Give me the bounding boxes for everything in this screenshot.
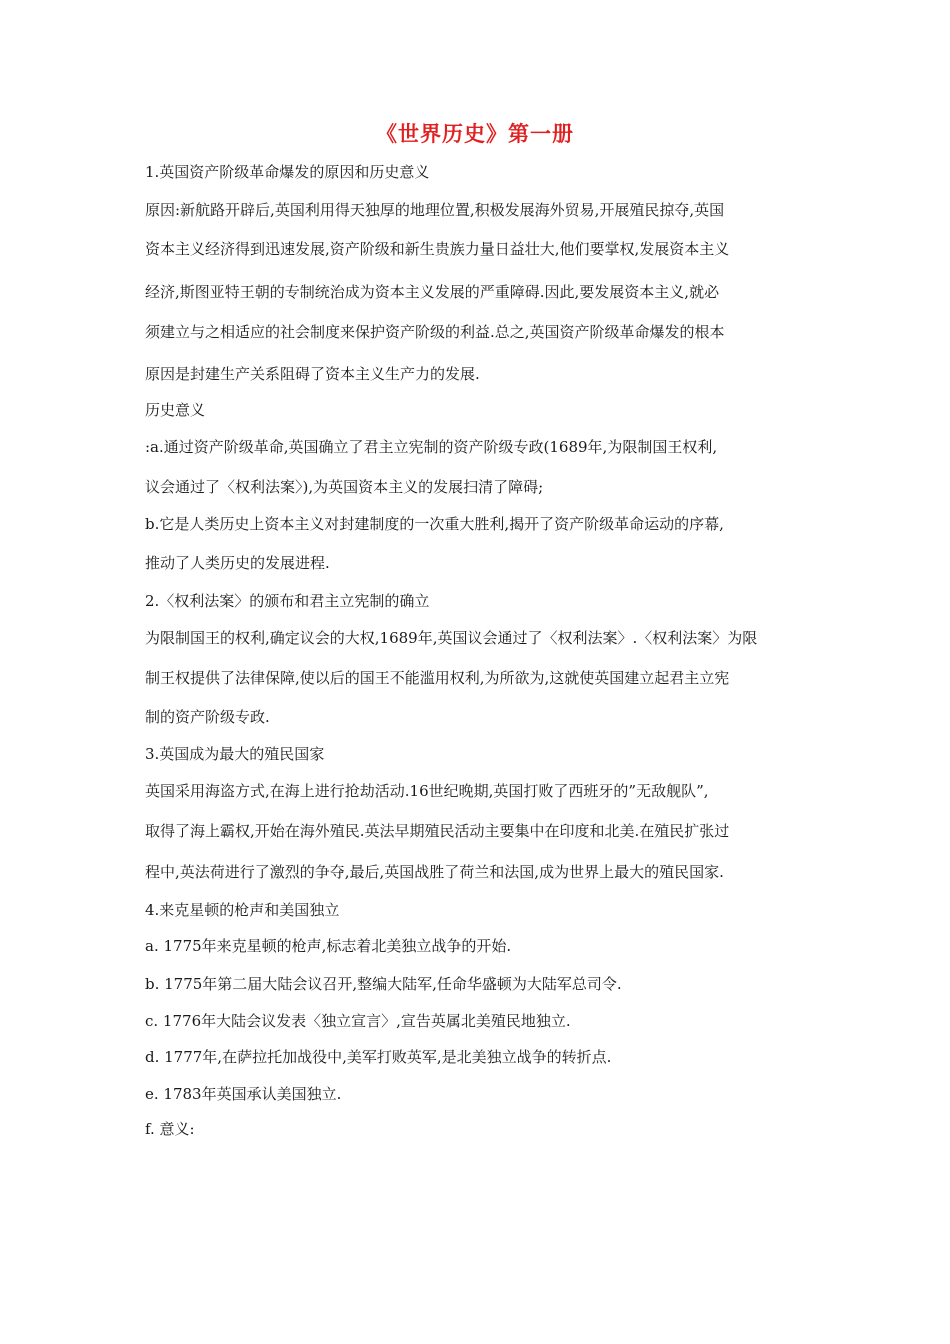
paragraph-line: 资本主义经济得到迅速发展,资产阶级和新生贵族力量日益壮大,他们要掌权,发展资本主义 [145, 240, 730, 258]
section-3-heading: 3.英国成为最大的殖民国家 [145, 745, 325, 763]
document-title: 《世界历史》第一册 [376, 121, 574, 146]
section-1-heading: 1.英国资产阶级革命爆发的原因和历史意义 [145, 163, 430, 181]
paragraph-line: 原因是封建生产关系阻碍了资本主义生产力的发展. [145, 365, 480, 383]
paragraph-line: 程中,英法荷进行了激烈的争夺,最后,英国战胜了荷兰和法国,成为世界上最大的殖民国家. [145, 863, 724, 881]
paragraph-line: 须建立与之相适应的社会制度来保护资产阶级的利益.总之,英国资产阶级革命爆发的根本 [145, 323, 725, 341]
list-item: d. 1777年,在萨拉托加战役中,美军打败英军,是北美独立战争的转折点. [145, 1048, 612, 1066]
subheading: 历史意义 [145, 401, 206, 419]
paragraph-line: 原因:新航路开辟后,英国利用得天独厚的地理位置,积极发展海外贸易,开展殖民掠夺,英国 [145, 201, 725, 219]
section-2-heading: 2.〈权利法案〉的颁布和君主立宪制的确立 [145, 592, 430, 610]
paragraph-line: 取得了海上霸权,开始在海外殖民.英法早期殖民活动主要集中在印度和北美.在殖民扩张过 [145, 822, 730, 840]
paragraph-line: 制王权提供了法律保障,使以后的国王不能滥用权利,为所欲为,这就使英国建立起君主立宪 [145, 669, 730, 687]
list-item: b. 1775年第二届大陆会议召开,整编大陆军,任命华盛顿为大陆军总司令. [145, 975, 622, 993]
paragraph-line: 英国采用海盗方式,在海上进行抢劫活动.16世纪晚期,英国打败了西班牙的”无敌舰队”, [145, 782, 709, 800]
list-item: c. 1776年大陆会议发表〈独立宣言〉,宣告英属北美殖民地独立. [145, 1012, 571, 1030]
section-4-heading: 4.来克星顿的枪声和美国独立 [145, 901, 340, 919]
paragraph-line: 经济,斯图亚特王朝的专制统治成为资本主义发展的严重障碍.因此,要发展资本主义,就必 [145, 283, 720, 301]
paragraph-line: 推动了人类历史的发展进程. [145, 554, 330, 572]
list-item: e. 1783年英国承认美国独立. [145, 1085, 342, 1103]
paragraph-line: :a.通过资产阶级革命,英国确立了君主立宪制的资产阶级专政(1689年,为限制国王权利, [145, 438, 718, 456]
paragraph-line: 议会通过了〈权利法案〉),为英国资本主义的发展扫清了障碍; [145, 478, 544, 496]
paragraph-line: b.它是人类历史上资本主义对封建制度的一次重大胜利,揭开了资产阶级革命运动的序幕, [145, 515, 724, 533]
paragraph-line: 制的资产阶级专政. [145, 708, 270, 726]
list-item: f. 意义: [145, 1120, 195, 1138]
paragraph-line: 为限制国王的权利,确定议会的大权,1689年,英国议会通过了〈权利法案〉.〈权利法案〉为限 [145, 629, 758, 647]
list-item: a. 1775年来克星顿的枪声,标志着北美独立战争的开始. [145, 937, 512, 955]
